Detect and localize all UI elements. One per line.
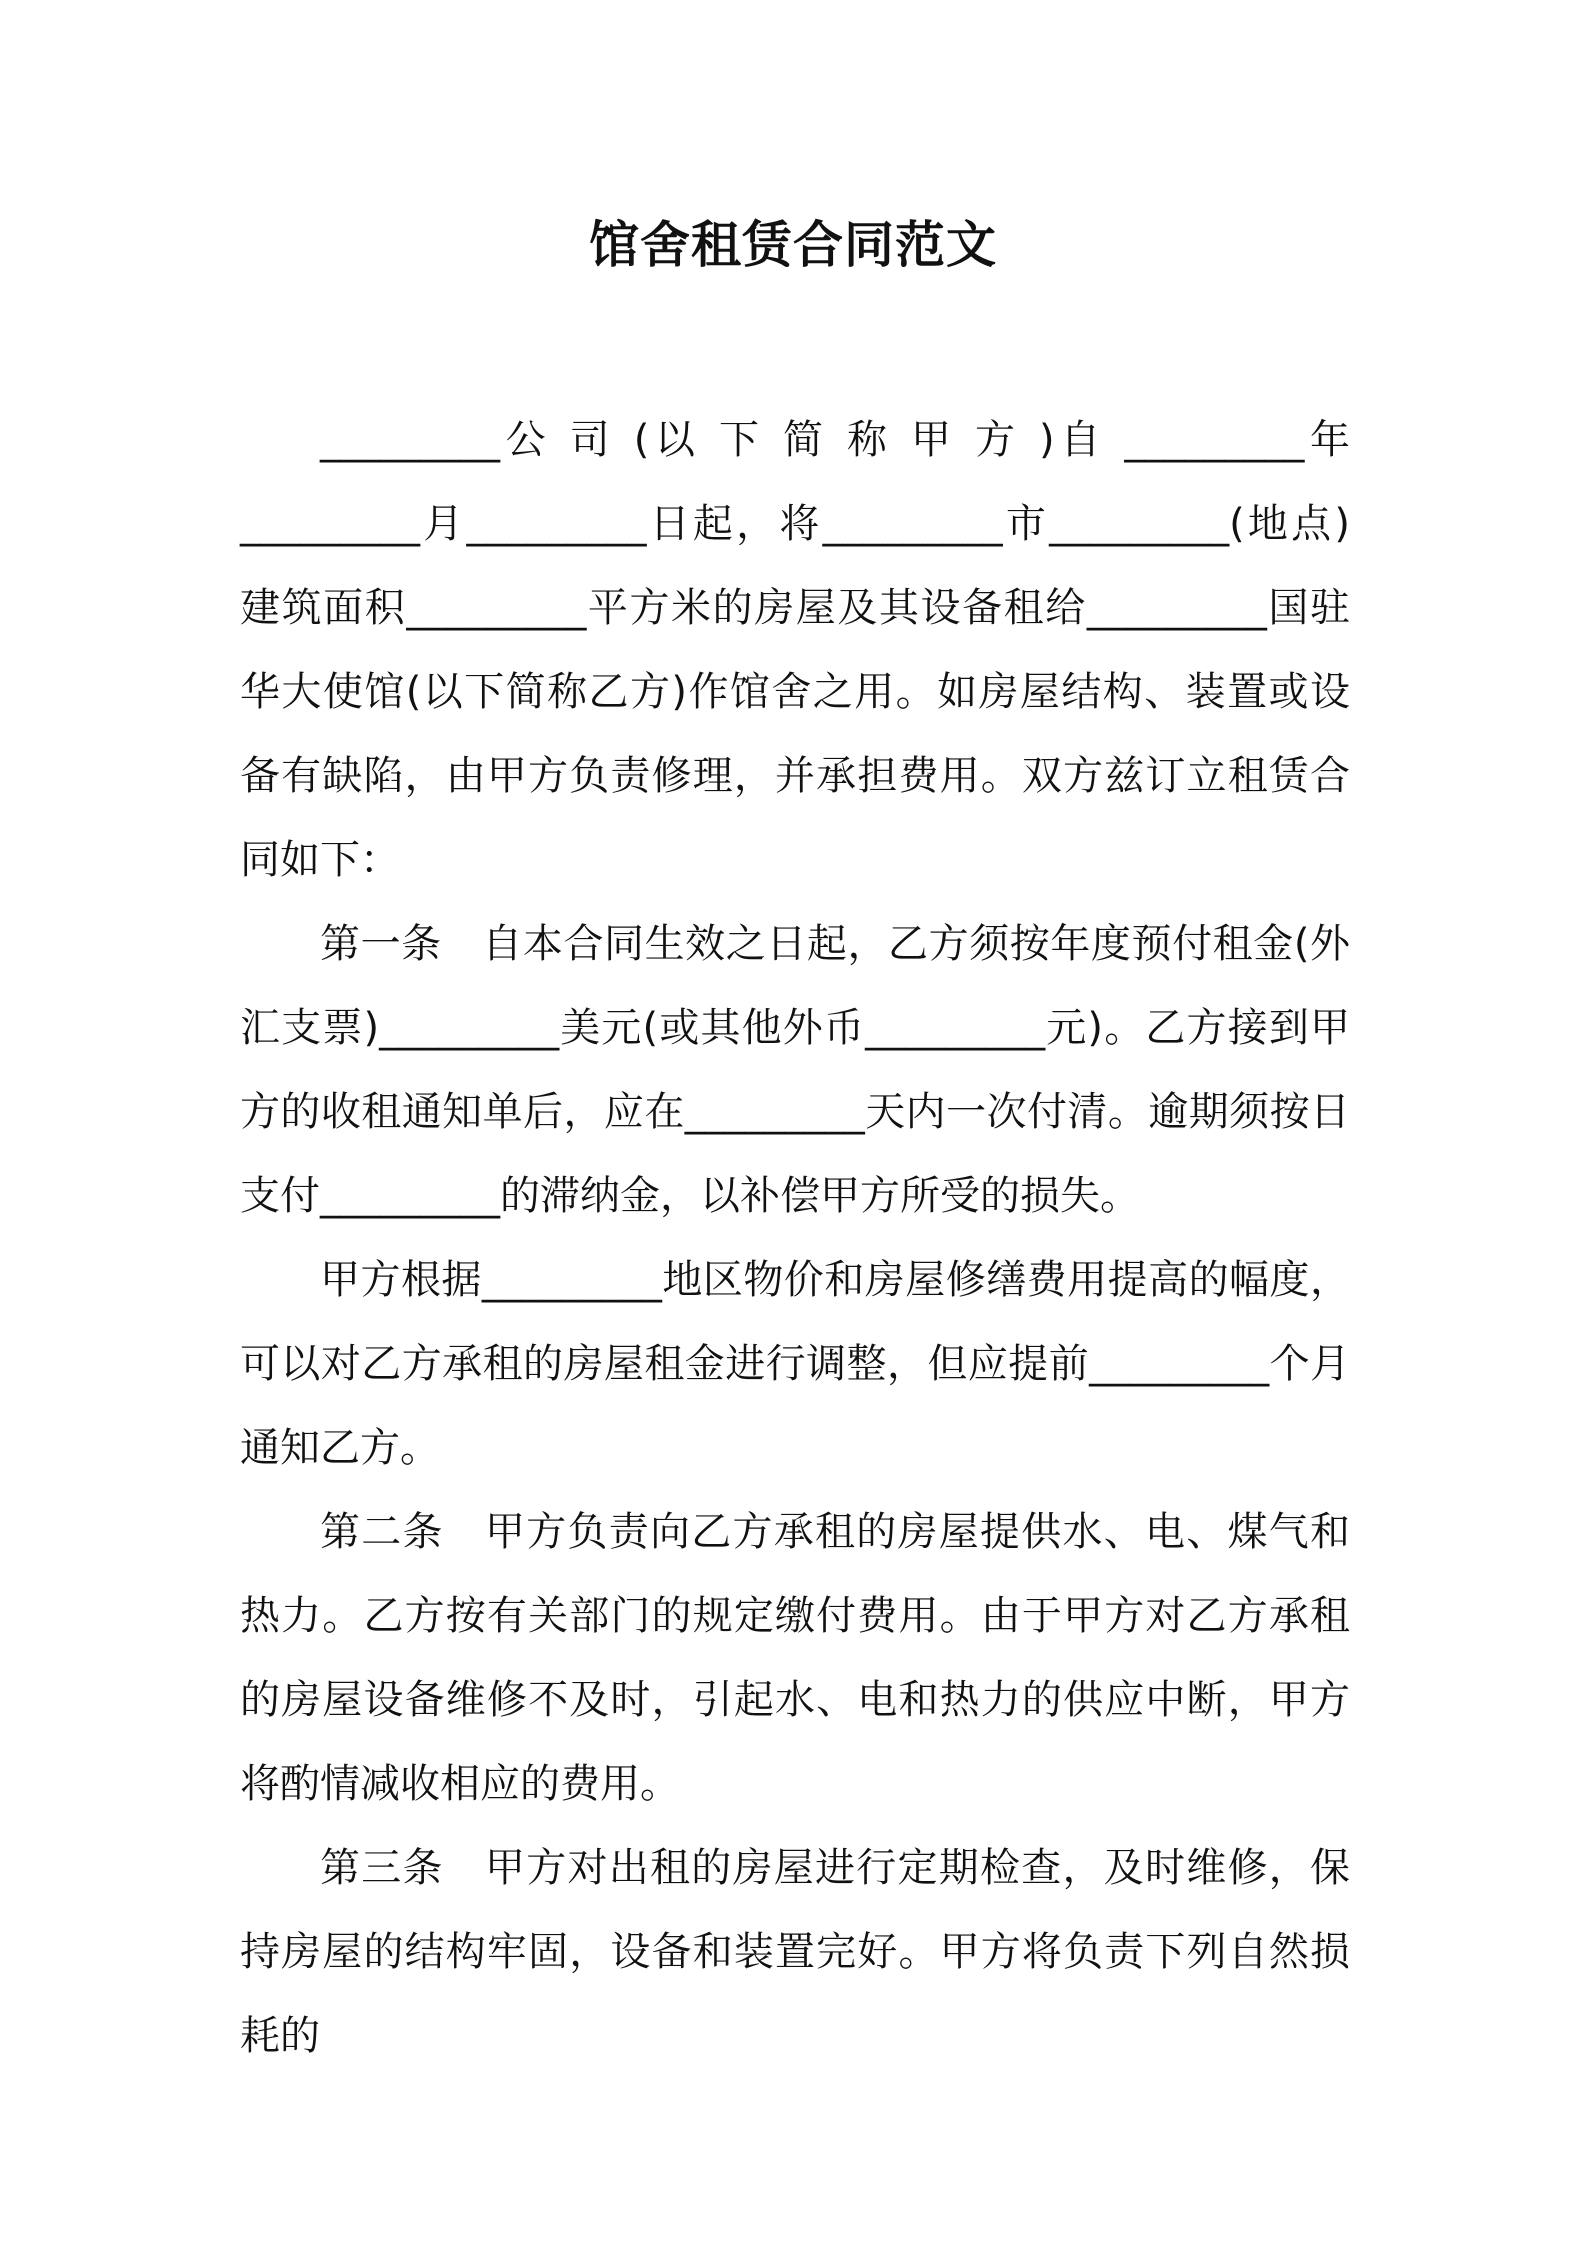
paragraph-rent-adjustment: 甲方根据_________地区物价和房屋修缮费用提高的幅度，可以对乙方承租的房屋租金进行调整，但应提前_________个月通知乙方。 — [240, 1257, 1350, 1471]
paragraph-article-3: 第三条 甲方对出租的房屋进行定期检查，及时维修，保持房屋的结构牢固，设备和装置完好。甲方将负责下列自然损耗的 — [240, 1845, 1350, 2059]
paragraph-article-1: 第一条 自本合同生效之日起，乙方须按年度预付租金(外汇支票)_________美元(或其他外币_________元)。乙方接到甲方的收租通知单后，应在_________天内一次付清。逾期须按日支付_________的滞纳金，以补偿甲方所受的损失。 — [240, 921, 1350, 1219]
paragraph-article-2: 第二条 甲方负责向乙方承租的房屋提供水、电、煤气和热力。乙方按有关部门的规定缴付费用。由于甲方对乙方承租的房屋设备维修不及时，引起水、电和热力的供应中断，甲方将酌情减收相应的费用。 — [240, 1509, 1350, 1807]
paragraph-intro: _________公 司 (以 下 简 称 甲 方 )自 _________年_________月_________日起，将_________市_________(地点)建筑面积_________平方米的房屋及其设备租给_________国驻华大使馆(以下简称乙方)作馆舍之用。如房屋结构、装置或设备有缺陷，由甲方负责修理，并承担费用。双方兹订立租赁合同如下： — [240, 417, 1350, 883]
document-title: 馆舍租赁合同范文 — [589, 216, 997, 274]
document-body — [240, 398, 1350, 2078]
